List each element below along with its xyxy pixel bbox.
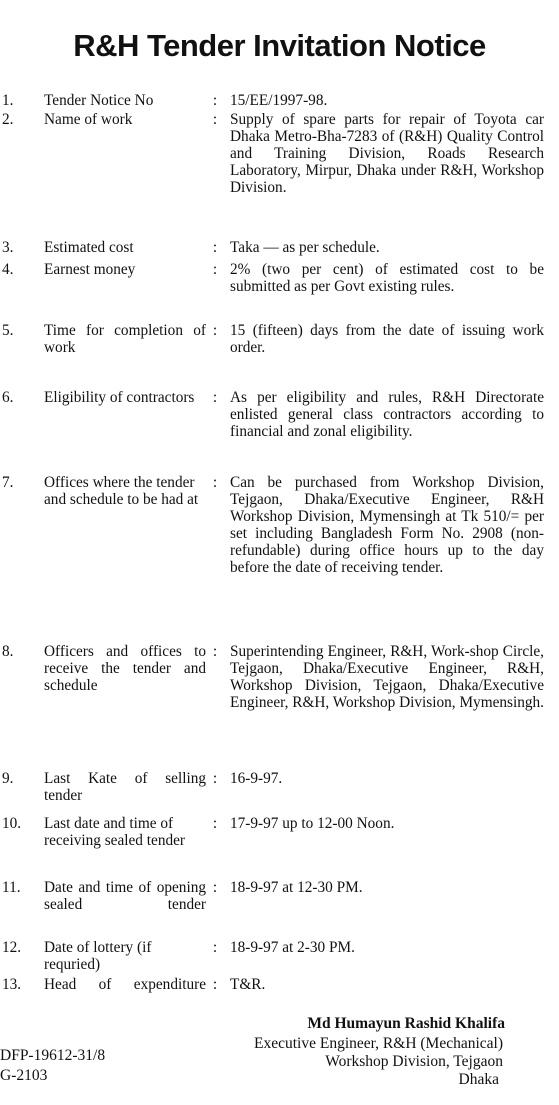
item-colon: : — [212, 939, 218, 956]
item-value: As per eligibility and rules, R&H Directorate enlisted general class contractors according to financial and zonal eligibility. — [230, 389, 544, 440]
item-value: 18-9-97 at 12-30 PM. — [230, 879, 363, 896]
reference-code: DFP-19612-31/8 — [0, 1047, 106, 1064]
item-number: 5. — [2, 322, 14, 339]
item-value: 15 (fifteen) days from the date of issuing work order. — [230, 322, 544, 356]
item-value: 2% (two per cent) of estimated cost to be submitted as per Govt existing rules. — [230, 261, 544, 295]
item-label: Name of work — [44, 111, 133, 128]
item-value: Supply of spare parts for repair of Toyota car Dhaka Metro-Bha-7283 of (R&H) Quality Control and Training Division, Roads Research Laboratory, Mirpur, Dhaka under R&H, Workshop Division. — [230, 111, 544, 196]
signatory-city: Dhaka — [458, 1071, 499, 1088]
item-colon: : — [212, 879, 218, 896]
item-number: 8. — [2, 643, 14, 660]
item-colon: : — [212, 643, 218, 660]
item-colon: : — [212, 111, 218, 128]
item-value: 16-9-97. — [230, 770, 283, 787]
item-colon: : — [212, 239, 218, 256]
item-colon: : — [212, 322, 218, 339]
item-value: 18-9-97 at 2-30 PM. — [230, 939, 355, 956]
item-value: T&R. — [230, 976, 266, 993]
signatory-name: Md Humayun Rashid Khalifa — [307, 1015, 505, 1032]
item-colon: : — [212, 815, 218, 832]
item-value: Superintending Engineer, R&H, Work-shop Circle, Tejgaon, Dhaka/Executive Engineer, R&H, Workshop Division, Tejgaon, Dhaka/Executive Engineer, R&H, Workshop Division, Mymensingh. — [230, 643, 544, 711]
item-number: 4. — [2, 261, 14, 278]
item-number: 10. — [2, 815, 22, 832]
item-number: 12. — [2, 939, 22, 956]
notice-title: R&H Tender Invitation Notice — [73, 28, 486, 63]
item-label: Estimated cost — [44, 239, 134, 256]
item-label: Date of lottery (if requried) — [44, 939, 152, 973]
item-number: 1. — [2, 92, 14, 109]
item-label: Last date and time of receiving sealed tender — [44, 815, 185, 849]
item-label: Date and time of opening sealed tender — [44, 879, 206, 913]
item-label: Offices where the tender and schedule to be had at — [44, 474, 199, 508]
item-colon: : — [212, 976, 218, 993]
item-number: 3. — [2, 239, 14, 256]
item-number: 11. — [2, 879, 21, 896]
item-label: Tender Notice No — [44, 92, 154, 109]
item-number: 2. — [2, 111, 14, 128]
item-colon: : — [212, 261, 218, 278]
signatory-division: Workshop Division, Tejgaon — [325, 1053, 503, 1070]
item-number: 13. — [2, 976, 22, 993]
item-label: Earnest money — [44, 261, 136, 278]
item-value: Taka — as per schedule. — [230, 239, 380, 256]
item-label: Time for completion of work — [44, 322, 206, 356]
item-value: Can be purchased from Workshop Division, Tejgaon, Dhaka/Executive Engineer, R&H Workshop Division, Mymensingh at Tk 510/= per set including Bangladesh Form No. 2908 (non-refundable) during office hours up to the day before the date of receiving tender. — [230, 474, 544, 576]
item-colon: : — [212, 474, 218, 491]
item-number: 9. — [2, 770, 14, 787]
item-label: Eligibility of contractors — [44, 389, 195, 406]
item-label: Head of expenditure — [44, 976, 206, 993]
item-label: Officers and offices to receive the tender and schedule — [44, 643, 206, 694]
item-colon: : — [212, 92, 218, 109]
item-number: 7. — [2, 474, 14, 491]
signatory-designation: Executive Engineer, R&H (Mechanical) — [254, 1035, 503, 1052]
item-value: 17-9-97 up to 12-00 Noon. — [230, 815, 395, 832]
item-colon: : — [212, 770, 218, 787]
item-colon: : — [212, 389, 218, 406]
item-number: 6. — [2, 389, 14, 406]
item-label: Last Kate of selling tender — [44, 770, 206, 804]
reference-code: G-2103 — [0, 1067, 48, 1084]
item-value: 15/EE/1997-98. — [230, 92, 328, 109]
